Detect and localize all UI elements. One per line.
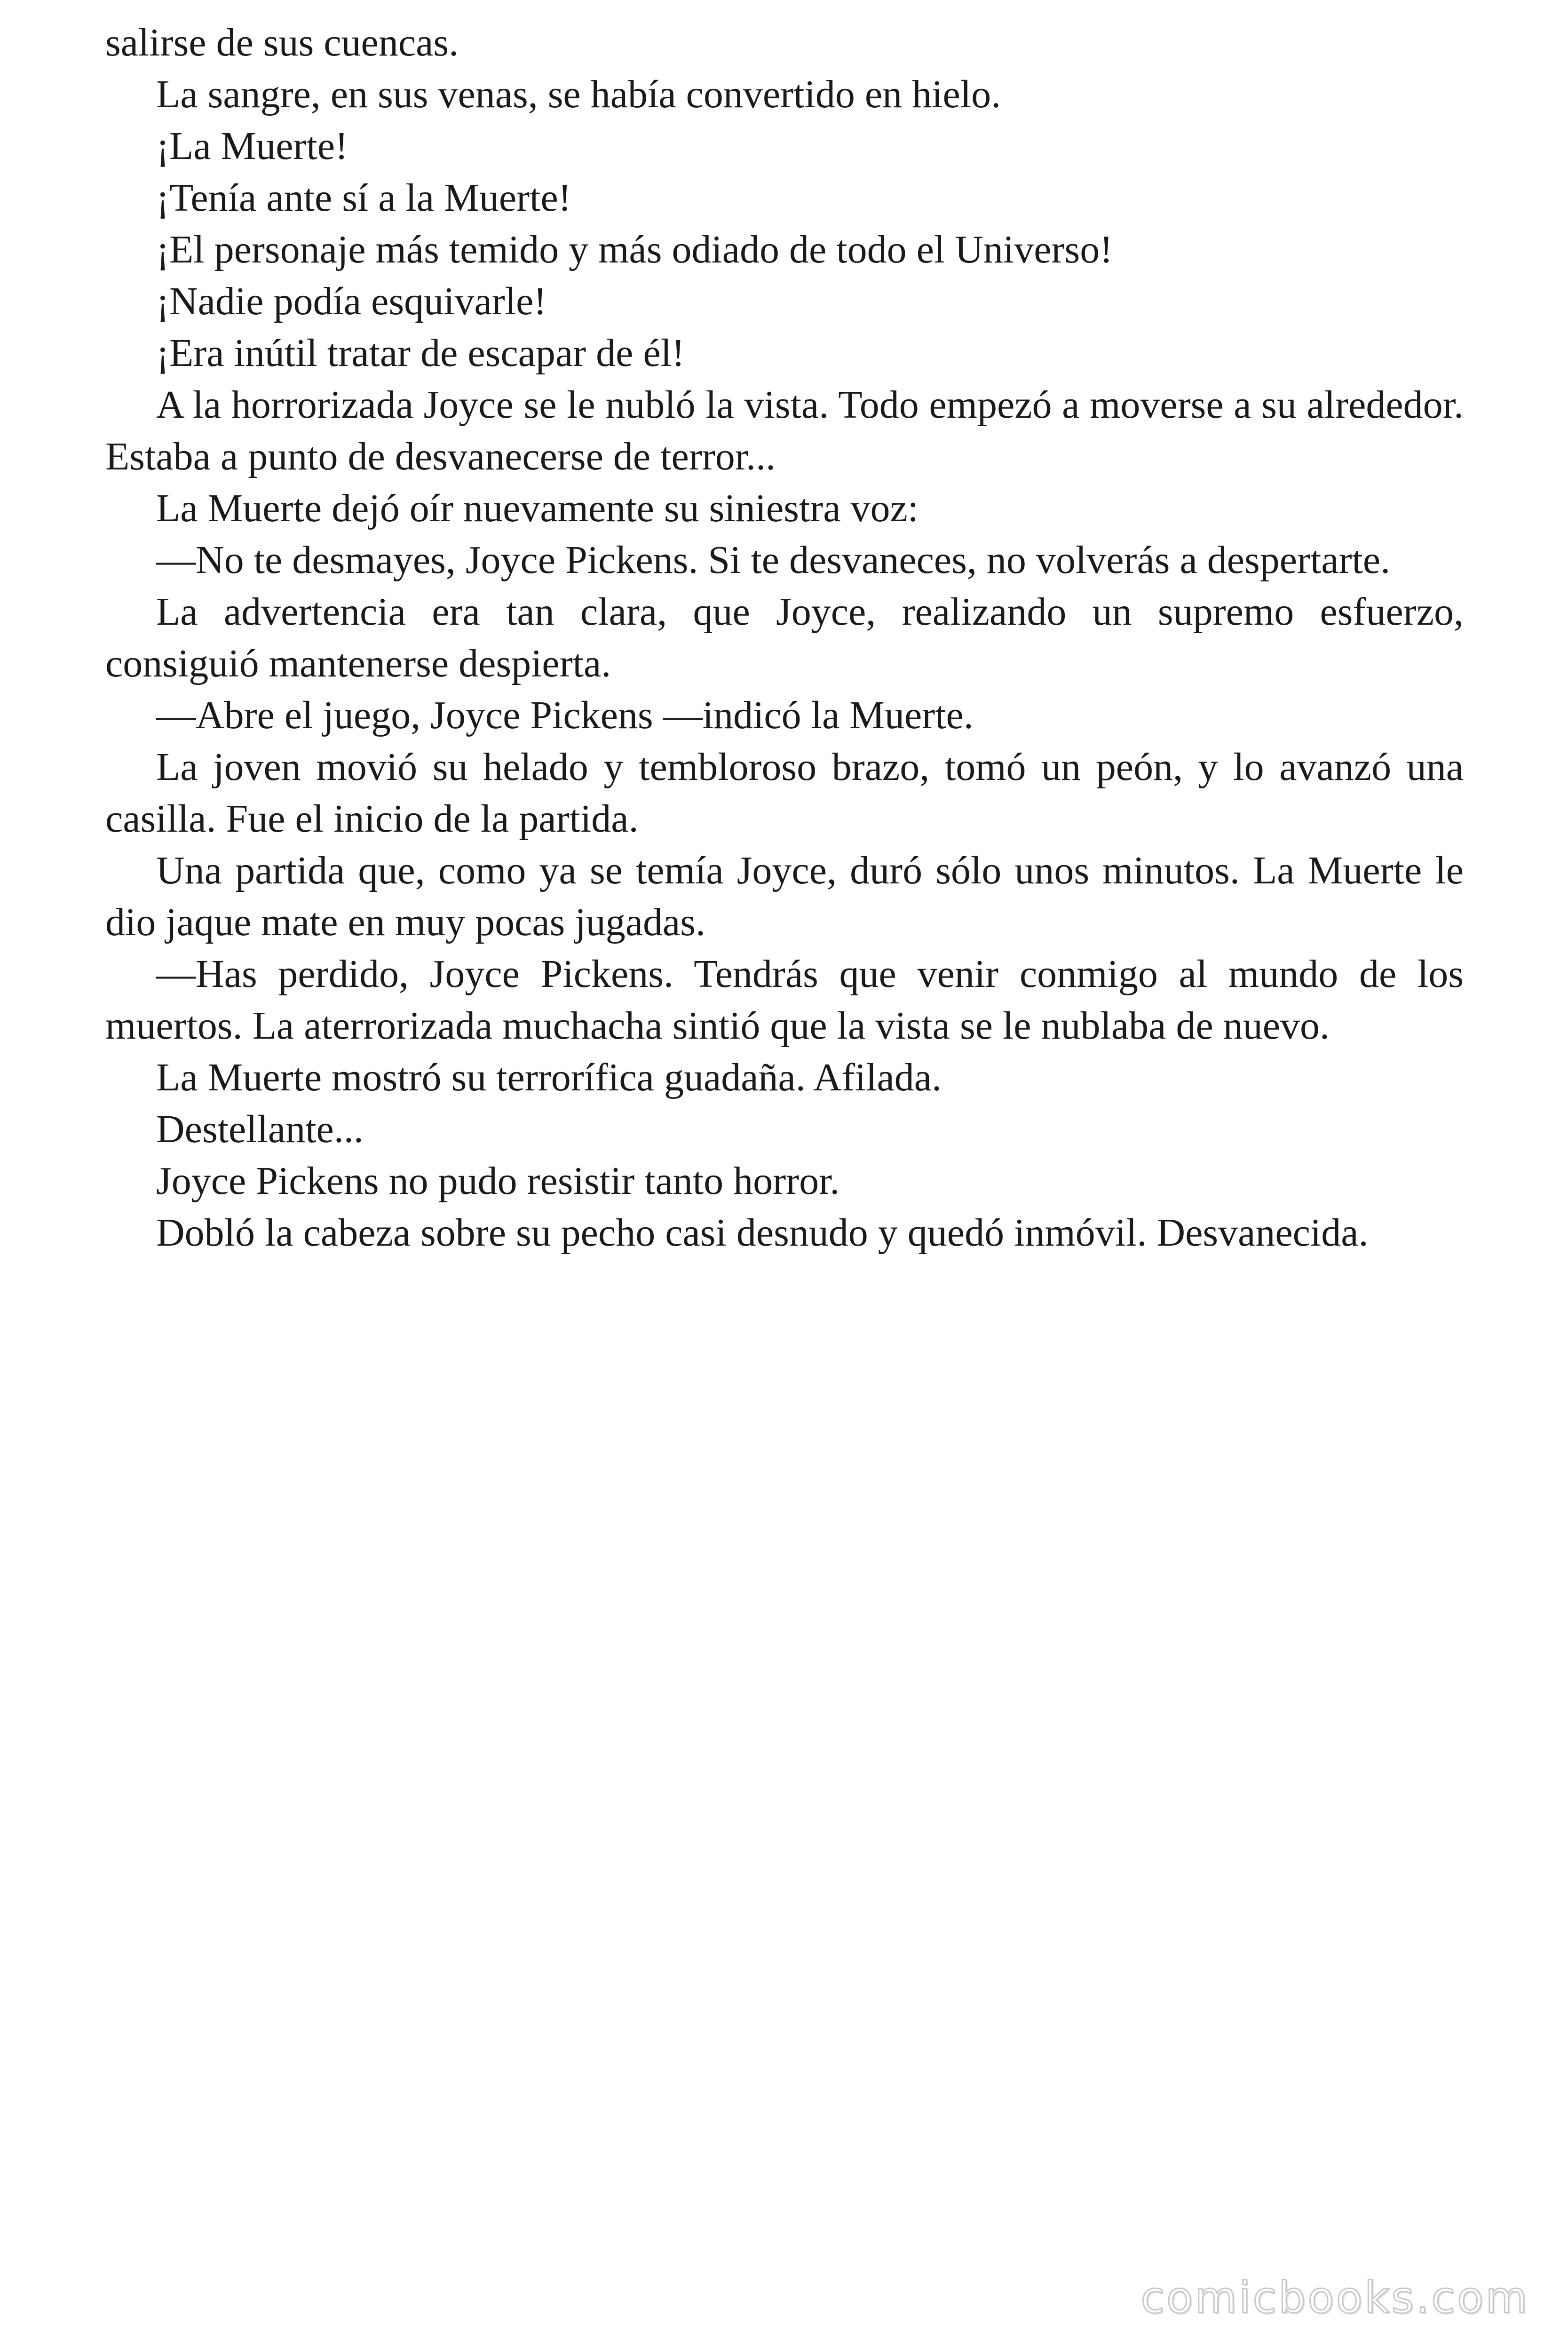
paragraph: La sangre, en sus venas, se había convertido en hielo. <box>156 72 1001 116</box>
paragraph-continuation: salirse de sus cuencas. <box>105 21 459 64</box>
paragraph: —No te desmayes, Joyce Pickens. Si te desvaneces, no volverás a despertarte. <box>156 538 1391 582</box>
body-text <box>105 17 1464 1259</box>
paragraph: Joyce Pickens no pudo resistir tanto horror. <box>156 1159 840 1203</box>
paragraph: —Abre el juego, Joyce Pickens —indicó la Muerte. <box>156 693 974 737</box>
paragraph: ¡Era inútil tratar de escapar de él! <box>156 331 685 375</box>
paragraph: La Muerte dejó oír nuevamente su siniestra voz: <box>156 486 919 530</box>
paragraph: ¡El personaje más temido y más odiado de todo el Universo! <box>156 228 1113 271</box>
paragraph: La joven movió su helado y tembloroso brazo, tomó un peón, y lo avanzó una casilla. Fue el inicio de la partida. <box>105 745 1464 841</box>
paragraph: La Muerte mostró su terrorífica guadaña. Afilada. <box>156 1056 942 1099</box>
watermark-logo: comicbooks.com <box>1140 2273 1529 2323</box>
paragraph: La advertencia era tan clara, que Joyce, realizando un supremo esfuerzo, consiguió mantenerse despierta. <box>105 590 1464 685</box>
paragraph: Una partida que, como ya se temía Joyce, duró sólo unos minutos. La Muerte le dio jaque mate en muy pocas jugadas. <box>105 849 1464 944</box>
paragraph: Destellante... <box>156 1107 364 1151</box>
paragraph: Dobló la cabeza sobre su pecho casi desnudo y quedó inmóvil. Desvanecida. <box>156 1211 1369 1255</box>
paragraph: ¡Tenía ante sí a la Muerte! <box>156 176 571 220</box>
paragraph: ¡La Muerte! <box>156 124 348 168</box>
paragraph: —Has perdido, Joyce Pickens. Tendrás que venir conmigo al mundo de los muertos. La aterrorizada muchacha sintió que la vista se le nublaba de nuevo. <box>105 952 1464 1048</box>
paragraph: A la horrorizada Joyce se le nubló la vista. Todo empezó a moverse a su alrededor. Estaba a punto de desvanecerse de terror... <box>105 383 1464 478</box>
paragraph: ¡Nadie podía esquivarle! <box>156 279 547 323</box>
